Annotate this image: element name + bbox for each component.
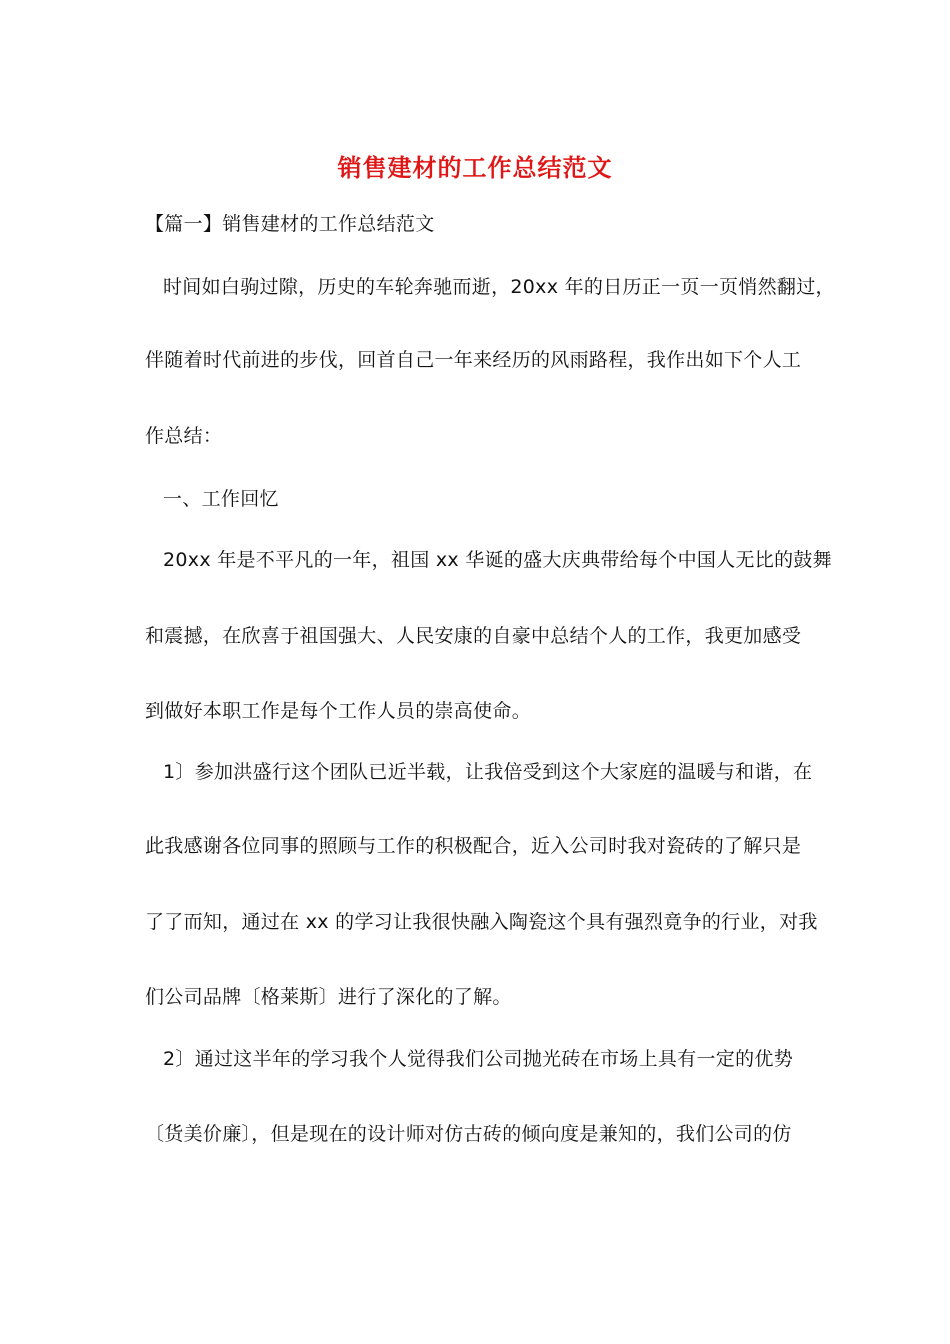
document-title: 销售建材的工作总结范文 <box>337 153 613 182</box>
paragraph-line: 20xx 年是不平凡的一年，祖国 xx 华诞的盛大庆典带给每个中国人无比的鼓舞 <box>163 549 832 571</box>
paragraph-line: 作总结： <box>145 425 223 447</box>
paragraph-line: 和震撼，在欣喜于祖国强大、人民安康的自豪中总结个人的工作，我更加感受 <box>145 625 802 647</box>
paragraph-line: 时间如白驹过隙，历史的车轮奔驰而逝，20xx 年的日历正一页一页悄然翻过， <box>163 276 835 298</box>
paragraph-line: 了了而知，通过在 xx 的学习让我很快融入陶瓷这个具有强烈竟争的行业，对我 <box>145 911 818 933</box>
paragraph-line: 1〕参加洪盛行这个团队已近半载，让我倍受到这个大家庭的温暖与和谐，在 <box>163 761 813 783</box>
part-heading: 【篇一】销售建材的工作总结范文 <box>145 213 435 235</box>
paragraph-line: 此我感谢各位同事的照顾与工作的积极配合，近入公司时我对瓷砖的了解只是 <box>145 835 802 857</box>
section-heading: 一、工作回忆 <box>163 488 279 510</box>
paragraph-line: 2〕通过这半年的学习我个人觉得我们公司抛光砖在市场上具有一定的优势 <box>163 1048 793 1070</box>
paragraph-line: 伴随着时代前进的步伐，回首自己一年来经历的风雨路程，我作出如下个人工 <box>145 349 802 371</box>
paragraph-line: 们公司品牌〔格莱斯〕进行了深化的了解。 <box>145 986 512 1008</box>
paragraph-line: 到做好本职工作是每个工作人员的崇高使命。 <box>145 700 532 722</box>
paragraph-line: 〔货美价廉〕，但是现在的设计师对仿古砖的倾向度是兼知的，我们公司的仿 <box>145 1123 792 1145</box>
